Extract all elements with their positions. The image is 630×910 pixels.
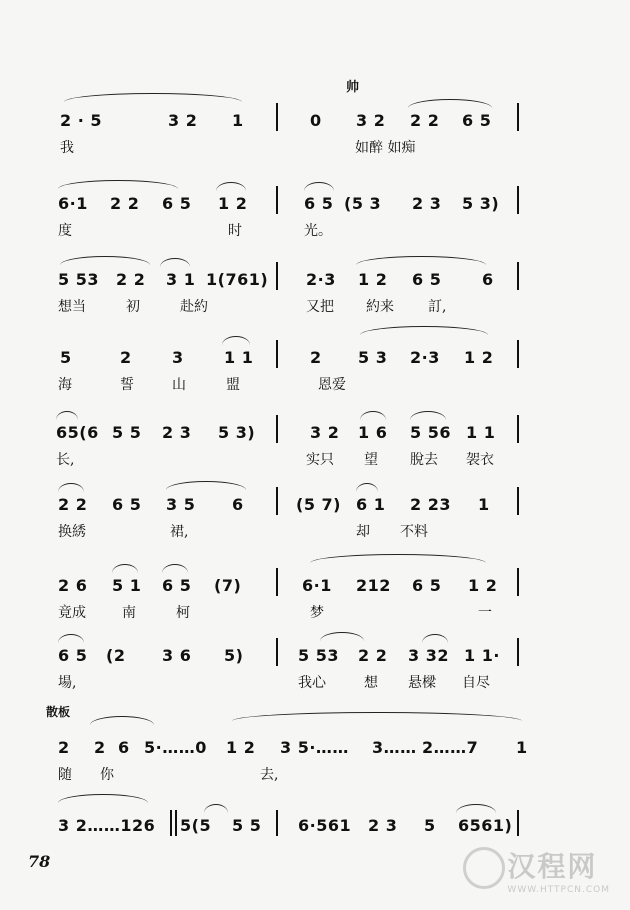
notes-row	[0, 423, 630, 443]
slur	[216, 182, 246, 191]
barline	[276, 103, 278, 131]
note-group: 2·3	[306, 270, 336, 289]
lyric: 又把	[306, 299, 334, 315]
note-group: 3	[172, 348, 184, 367]
lyric: 裙,	[170, 524, 189, 540]
slur	[56, 411, 78, 420]
barline	[517, 186, 519, 214]
slur	[60, 256, 150, 265]
lyric: 时	[228, 223, 242, 239]
note-group: 6·561	[298, 816, 352, 835]
lyric: 恩爱	[318, 377, 346, 393]
note-group: 2	[58, 738, 70, 757]
score-system-6	[0, 487, 630, 547]
lyric: 想当	[58, 299, 86, 315]
note-group: 6 5	[112, 495, 142, 514]
slur	[222, 336, 250, 345]
note-group: 3 32	[408, 646, 449, 665]
note-group: 1 1·	[464, 646, 500, 665]
lyric: 光。	[304, 223, 332, 239]
note-group: 5	[60, 348, 72, 367]
lyric: 自尽	[462, 675, 490, 691]
barline	[276, 415, 278, 443]
note-group: 1 6	[358, 423, 388, 442]
slur	[162, 564, 188, 573]
note-group: 5 53	[58, 270, 99, 289]
lyric: 我	[60, 140, 74, 156]
score-system-5	[0, 415, 630, 475]
lyrics-row	[0, 137, 630, 157]
barline	[517, 415, 519, 443]
note-group: 5 5	[112, 423, 142, 442]
barline	[276, 638, 278, 666]
score-system-4	[0, 340, 630, 400]
note-group: 0	[310, 111, 322, 130]
lyrics-row	[0, 521, 630, 541]
lyric: 不料	[400, 524, 428, 540]
note-group: 3 6	[162, 646, 192, 665]
note-group: 212	[356, 576, 391, 595]
slur	[64, 93, 242, 102]
notes-row	[0, 646, 630, 666]
lyrics-row	[0, 602, 630, 622]
note-group: 2	[94, 738, 106, 757]
lyric: 脫去	[410, 452, 438, 468]
barline	[276, 810, 278, 836]
note-group: 2 2	[116, 270, 146, 289]
score-system-3	[0, 262, 630, 322]
note-group: 6 5	[462, 111, 492, 130]
note-group: 3 5	[166, 495, 196, 514]
note-group: 2 2	[358, 646, 388, 665]
slur	[304, 182, 334, 191]
note-group: 2 6	[58, 576, 88, 595]
note-group: 2 3	[368, 816, 398, 835]
note-group: 1 2	[468, 576, 498, 595]
notes-row	[0, 576, 630, 596]
slur	[356, 483, 378, 492]
note-group: 5·……0	[144, 738, 207, 757]
lyric: 盟	[226, 377, 240, 393]
slur	[58, 794, 148, 803]
barline	[175, 810, 177, 836]
notes-row	[0, 495, 630, 515]
slur	[410, 411, 446, 420]
lyric: 悬樑	[408, 675, 436, 691]
watermark-logo-icon	[463, 847, 505, 889]
note-group: 6 1	[356, 495, 386, 514]
top-annotation: 帅	[346, 80, 360, 95]
note-group: 3 2	[168, 111, 198, 130]
slur	[310, 554, 486, 563]
lyric: 随	[58, 767, 72, 783]
lyric: 去,	[260, 767, 279, 783]
note-group: 2 · 5	[60, 111, 102, 130]
lyric: 如醉 如痴	[355, 140, 416, 156]
note-group: 3 2	[356, 111, 386, 130]
note-group: 5 3)	[218, 423, 256, 442]
lyric: 度	[58, 223, 72, 239]
barline	[517, 638, 519, 666]
note-group: 5 56	[410, 423, 451, 442]
lyric: 訂,	[428, 299, 447, 315]
lyrics-row	[0, 296, 630, 316]
note-group: 3 2	[310, 423, 340, 442]
lyric: 你	[100, 767, 114, 783]
lyrics-row	[0, 374, 630, 394]
slur	[58, 180, 178, 189]
note-group: 1(761)	[206, 270, 269, 289]
note-group: 6 5	[162, 194, 192, 213]
note-group: (5 3	[344, 194, 382, 213]
lyric: 想	[364, 675, 378, 691]
note-group: 2 2	[410, 111, 440, 130]
note-group: 6561)	[458, 816, 513, 835]
slur	[360, 326, 488, 335]
barline	[517, 262, 519, 290]
slur	[58, 634, 84, 643]
slur	[166, 481, 246, 490]
barline	[276, 262, 278, 290]
note-group: 65(6	[56, 423, 99, 442]
note-group: 6	[482, 270, 494, 289]
note-group: 6 5	[412, 576, 442, 595]
note-group: 6	[118, 738, 130, 757]
lyric: 海	[58, 377, 72, 393]
slur	[422, 634, 448, 643]
lyric: 换綉	[58, 524, 86, 540]
barline	[517, 568, 519, 596]
lyric: 却	[356, 524, 370, 540]
note-group: 1 2	[358, 270, 388, 289]
barline	[517, 103, 519, 131]
note-group: 2 2	[110, 194, 140, 213]
note-group: 1	[516, 738, 528, 757]
lyric: 一	[478, 605, 492, 621]
note-group: 1 2	[464, 348, 494, 367]
note-group: 6·1	[302, 576, 332, 595]
lyric: 南	[122, 605, 136, 621]
lyric: 长,	[56, 452, 75, 468]
note-group: 2 3	[162, 423, 192, 442]
score-system-9	[0, 730, 630, 790]
note-group: 6 5	[304, 194, 334, 213]
note-group: 1 2	[218, 194, 248, 213]
lyrics-row	[0, 764, 630, 784]
note-group: (2	[106, 646, 126, 665]
note-group: 2 3	[412, 194, 442, 213]
note-group: 5 3)	[462, 194, 500, 213]
slur	[58, 483, 84, 492]
barline	[517, 340, 519, 368]
notes-row	[0, 270, 630, 290]
lyric: 我心	[298, 675, 326, 691]
note-group: 6 5	[58, 646, 88, 665]
note-group: 1	[232, 111, 244, 130]
note-group: 5	[424, 816, 436, 835]
note-group: 2	[120, 348, 132, 367]
score-system-8	[0, 638, 630, 698]
note-group: 3 1	[166, 270, 196, 289]
lyric: 实只	[306, 452, 334, 468]
note-group: 2 23	[410, 495, 451, 514]
slur	[160, 258, 190, 267]
notes-row	[0, 348, 630, 368]
note-group: 5 1	[112, 576, 142, 595]
score-system-7	[0, 568, 630, 628]
barline	[517, 810, 519, 836]
note-group: 5(5	[180, 816, 212, 835]
notes-row	[0, 194, 630, 214]
slur	[232, 712, 522, 721]
note-group: 6 5	[162, 576, 192, 595]
note-group: (7)	[214, 576, 242, 595]
note-group: 1 1	[224, 348, 254, 367]
note-group: 5 5	[232, 816, 262, 835]
lyric: 袈衣	[466, 452, 494, 468]
slur	[408, 99, 492, 108]
slur	[112, 564, 138, 573]
note-group: 5 3	[358, 348, 388, 367]
note-group: 2 2	[58, 495, 88, 514]
slur	[356, 256, 486, 265]
note-group: 2	[310, 348, 322, 367]
lyric: 赴約	[180, 299, 208, 315]
lyric: 山	[172, 377, 186, 393]
lyric: 約来	[366, 299, 394, 315]
barline	[517, 487, 519, 515]
notes-row	[0, 111, 630, 131]
score-system-1	[0, 103, 630, 163]
note-group: (5 7)	[296, 495, 341, 514]
slur	[204, 804, 228, 813]
note-group: 1 1	[466, 423, 496, 442]
note-group: 5)	[224, 646, 244, 665]
note-group: 5 53	[298, 646, 339, 665]
lyrics-row	[0, 220, 630, 240]
note-group: 1 2	[226, 738, 256, 757]
watermark-brand: 汉程网	[507, 850, 598, 883]
note-group: 3 2……126	[58, 816, 156, 835]
lyric: 梦	[310, 605, 324, 621]
slur	[360, 411, 386, 420]
lyric: 初	[126, 299, 140, 315]
lyric: 場,	[58, 675, 77, 691]
barline	[276, 568, 278, 596]
barline	[276, 487, 278, 515]
watermark-url: WWW.HTTPCN.COM	[507, 885, 610, 895]
slur	[320, 632, 364, 641]
barline	[276, 340, 278, 368]
score-system-2	[0, 186, 630, 246]
note-group: 1	[478, 495, 490, 514]
barline	[170, 810, 172, 836]
notes-row	[0, 816, 630, 836]
lyric: 望	[364, 452, 378, 468]
note-group: 2……7	[422, 738, 479, 757]
note-group: 6	[232, 495, 244, 514]
note-group: 2·3	[410, 348, 440, 367]
slur	[90, 716, 154, 725]
tempo-marking: 散板	[46, 705, 71, 719]
page-number: 78	[28, 852, 51, 871]
slur	[456, 804, 496, 813]
lyrics-row	[0, 449, 630, 469]
notes-row	[0, 738, 630, 758]
lyrics-row	[0, 672, 630, 692]
note-group: 3……	[372, 738, 417, 757]
lyric: 柯	[176, 605, 190, 621]
note-group: 6 5	[412, 270, 442, 289]
note-group: 3 5·……	[280, 738, 349, 757]
score-system-10	[0, 808, 630, 848]
barline	[276, 186, 278, 214]
watermark	[507, 845, 610, 895]
lyric: 竟成	[58, 605, 86, 621]
lyric: 誓	[120, 377, 134, 393]
note-group: 6·1	[58, 194, 88, 213]
